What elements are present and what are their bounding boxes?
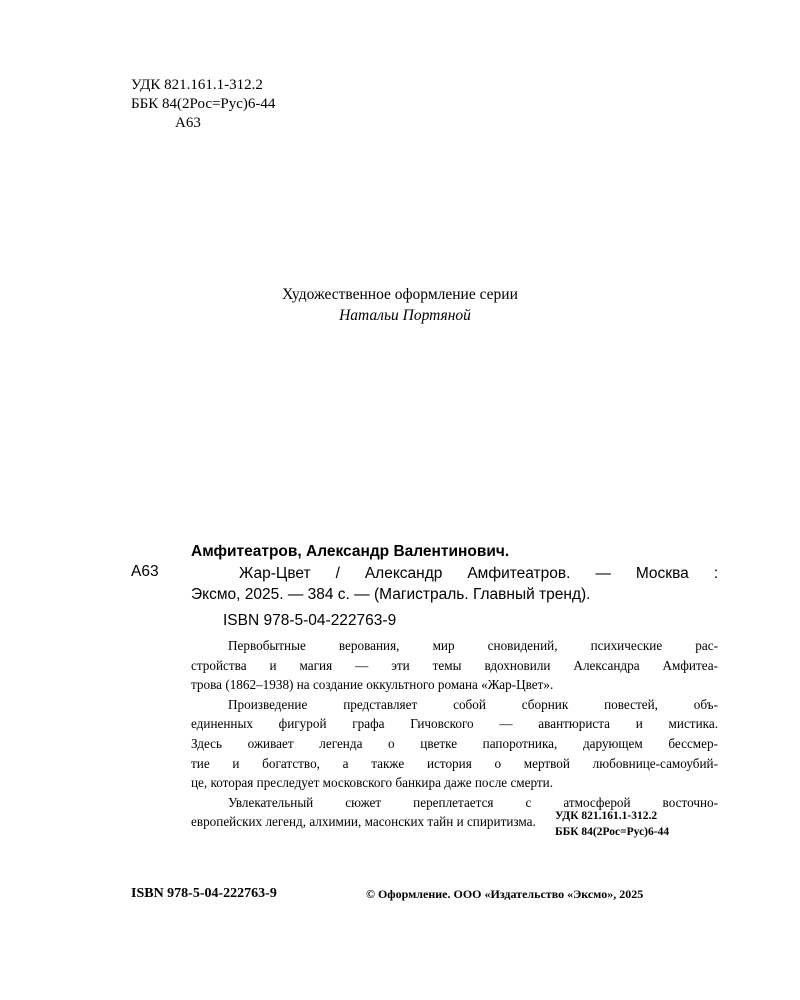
footer-copyright: © Оформление. ООО «Издательство «Эксмо», 2025 — [366, 887, 644, 901]
bottom-classification — [555, 808, 669, 840]
author-heading: Амфитеатров, Александр Валентинович. — [191, 543, 510, 560]
annotation-line: Здесь оживает легенда о цветке папоротника, дарующем бессмер- — [191, 735, 718, 751]
title-line-1: Жар-Цвет / Александр Амфитеатров. — Москва : — [239, 565, 718, 582]
annotation-line: стройства и магия — эти темы вдохновили Александра Амфитеа- — [191, 657, 718, 673]
udk-code: УДК 821.161.1-312.2 — [131, 77, 263, 93]
author-code: А63 — [175, 115, 201, 131]
annotation-line: европейских легенд, алхимии, масонских тайн и спиритизма. — [191, 814, 536, 830]
annotation-line: тие и богатство, а также история о мертвой любовнице-самоубий- — [191, 755, 718, 771]
annotation-line: Увлекательный сюжет переплетается с атмосферой восточно- — [228, 794, 718, 810]
bottom-bbk: ББК 84(2Рос=Рус)6-44 — [555, 826, 670, 838]
title-line-2: Эксмо, 2025. — 384 с. — (Магистраль. Главный тренд). — [191, 586, 591, 603]
bibliographic-description — [191, 563, 718, 605]
annotation-line: трова (1862–1938) на создание оккультного романа «Жар-Цвет». — [191, 677, 554, 693]
classification-block — [131, 76, 275, 133]
bottom-udk: УДК 821.161.1-312.2 — [555, 810, 658, 822]
series-credit — [0, 284, 800, 326]
isbn: ISBN 978-5-04-222763-9 — [223, 612, 397, 629]
series-artist: Натальи Портяной — [339, 307, 471, 324]
footer-isbn: ISBN 978-5-04-222763-9 — [131, 886, 277, 901]
annotation-line: единенных фигурой графа Гичовского — авантюриста и мистика. — [191, 716, 718, 732]
annotation-line: Произведение представляет собой сборник повестей, объ- — [228, 696, 718, 712]
bbk-code: ББК 84(2Рос=Рус)6-44 — [131, 96, 276, 112]
annotation-line: це, которая преследует московского банкира даже после смерти. — [191, 775, 554, 791]
annotation-line: Первобытные верования, мир сновидений, психические рас- — [228, 638, 718, 653]
bibliographic-code: А63 — [131, 563, 159, 580]
series-credit-line: Художественное оформление серии — [282, 286, 518, 303]
annotation — [191, 636, 718, 832]
